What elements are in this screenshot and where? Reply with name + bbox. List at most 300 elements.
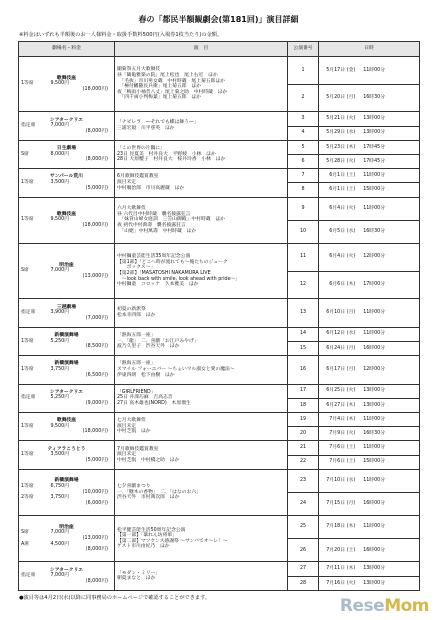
performance-day: (月) xyxy=(346,95,356,101)
performance-day: (木) xyxy=(346,524,356,530)
performance-day: (月) xyxy=(346,366,356,372)
performance-day: (木) xyxy=(346,282,356,288)
price-line xyxy=(21,180,112,191)
regular-price: (10,000円) xyxy=(82,489,108,495)
performance-datetime xyxy=(319,516,420,539)
performance-datetime xyxy=(319,539,420,562)
performance-date: 7月15日 xyxy=(326,501,345,507)
performance-datetime xyxy=(319,441,420,455)
program-line: 「四千両小判梅葉」尾上菊五郎 ほか xyxy=(117,95,201,101)
seat-tier: 指定席 xyxy=(21,123,36,129)
performance-day: (火) xyxy=(346,430,356,436)
performance-day: (土) xyxy=(346,459,356,465)
program-line: 7月歌舞伎鑑賞教室 xyxy=(117,446,159,452)
performance-date: 6月5日 xyxy=(329,229,345,235)
performance-date: 6月12日 xyxy=(326,331,345,337)
program-line: スマイル フォーエバー ～ちょいワル淑女と愛の魔法～ xyxy=(117,366,235,372)
header-number: 公演番号 xyxy=(288,42,319,57)
program-line: 中村獅童 コロッケ 久本雅美 ほか xyxy=(117,282,199,288)
performance-number: 16 xyxy=(288,356,319,384)
seat-price: 8,000円 xyxy=(50,151,69,157)
performance-date: 6月10日 xyxy=(326,310,345,316)
table-row xyxy=(19,469,420,492)
program-cell xyxy=(115,327,288,355)
price-line xyxy=(21,573,112,584)
performance-day: (水) xyxy=(346,130,356,136)
performance-number: 15 xyxy=(288,341,319,355)
performance-date: 6月17日 xyxy=(326,366,345,372)
program-line: 演目未定 xyxy=(117,423,137,429)
seat-price: 7,000円 xyxy=(50,573,69,579)
venue-name: 明治座 xyxy=(59,524,74,530)
program-line: 六月大歌舞伎 xyxy=(117,206,146,212)
performance-date: 7月6日 xyxy=(329,459,345,465)
performance-number: 17 xyxy=(288,384,319,398)
performance-datetime xyxy=(319,356,420,384)
program-line: 「ナビレラ ―それでも蝶は舞う―」 xyxy=(117,120,199,126)
venue-cell xyxy=(19,140,115,168)
table-row xyxy=(19,384,420,398)
performance-time: 11時00分 xyxy=(363,524,385,530)
table-row xyxy=(19,112,420,126)
program-line: 【第2部】「MASATOSHI NAKAMURA LIVE xyxy=(117,271,211,277)
performance-time: 17時45分 xyxy=(363,144,385,150)
seat-price: 3,900円 xyxy=(50,310,69,316)
program-line: 初夏の新派祭 xyxy=(117,307,146,313)
performance-day: (木) xyxy=(346,416,356,422)
performance-datetime xyxy=(319,398,420,412)
performance-time: 12時00分 xyxy=(363,366,385,372)
regular-price: (18,000円) xyxy=(82,429,108,435)
program-cell xyxy=(115,57,288,112)
program-cell xyxy=(115,441,288,469)
performance-number: 24 xyxy=(288,492,319,515)
program-line: 中村鴈治郎 市川高麗蔵 ほか xyxy=(117,185,185,191)
performance-day: (木) xyxy=(346,566,356,572)
program-line: 【第1部】「どこへ時が流れても～俺たちのジューク xyxy=(117,259,228,265)
table-row xyxy=(19,327,420,341)
regular-price: (8,000円) xyxy=(85,579,108,585)
venue-name: 新橋演舞場 xyxy=(54,332,79,338)
performance-date: 7月11日 xyxy=(326,566,345,572)
program-line: 23日 昆夏美 村井良大 平野綾 小林 ほか xyxy=(117,151,216,157)
venue-name: 歌舞伎座 xyxy=(56,75,77,81)
performance-date: 7月10日 xyxy=(326,478,345,484)
performance-day: (木) xyxy=(346,402,356,408)
performance-number: 2 xyxy=(288,84,319,112)
header-program: 演 目 xyxy=(115,42,288,57)
table-row xyxy=(19,356,420,384)
performance-datetime xyxy=(319,576,420,590)
performance-number: 25 xyxy=(288,516,319,539)
performance-day: (土) xyxy=(346,172,356,178)
performance-day: (土) xyxy=(346,445,356,451)
performance-datetime xyxy=(319,492,420,515)
price-line xyxy=(21,530,112,541)
seat-price: 9,500円 xyxy=(50,81,69,87)
performance-number: 7 xyxy=(288,169,319,183)
program-cell xyxy=(115,112,288,140)
regular-price: (18,000円) xyxy=(82,223,108,229)
performance-time: 13時00分 xyxy=(363,130,385,136)
program-line: 松本幸四郎 ほか xyxy=(117,312,156,318)
performance-date: 6月1日 xyxy=(329,187,345,193)
price-line xyxy=(21,495,112,506)
performance-datetime xyxy=(319,327,420,341)
document-title: 春の「都民半額観劇会(第181回)」演目詳細 xyxy=(138,15,299,24)
performance-date: 7月9日 xyxy=(329,430,345,436)
seat-price: 3,500円 xyxy=(50,452,69,458)
performance-time: 17時00分 xyxy=(363,282,385,288)
regular-price: (6,000円) xyxy=(85,500,108,506)
regular-price: (8,500円) xyxy=(85,344,108,350)
program-line: 七夕喜劇まつり xyxy=(117,484,151,490)
venue-cell xyxy=(19,412,115,440)
performance-number: 8 xyxy=(288,183,319,197)
performance-date: 5月28日 xyxy=(326,158,345,164)
price-line xyxy=(21,152,112,163)
venue-cell xyxy=(19,327,115,355)
program-line: 25日 井澤巧麻 吉高志音 xyxy=(117,395,173,401)
program-line: 中村芝翫 ほか xyxy=(117,429,151,435)
performance-time: 12時00分 xyxy=(363,254,385,260)
seat-tier: S席 xyxy=(21,530,29,536)
program-line: 渋谷天外 市村萬次郎 ほか xyxy=(117,495,180,501)
performance-number: 11 xyxy=(288,243,319,271)
venue-name: シアタークリエ xyxy=(49,117,84,123)
program-line: 「熱海五郎一座」 xyxy=(117,332,156,338)
performance-time: 13時00分 xyxy=(363,580,385,586)
seat-price: 7,000円 xyxy=(50,123,69,129)
performance-date: 5月21日 xyxy=(326,116,345,122)
performance-date: 6月1日 xyxy=(329,172,345,178)
regular-price: (18,000円) xyxy=(82,86,108,92)
performance-time: 11時00分 xyxy=(363,445,385,451)
performance-datetime xyxy=(319,341,420,355)
venue-name: 歌舞伎座 xyxy=(56,418,77,424)
seat-price: 3,750円 xyxy=(50,495,69,501)
price-line xyxy=(21,310,112,321)
performance-datetime xyxy=(319,427,420,441)
performance-day: (木) xyxy=(346,144,356,150)
program-line: 一、「糖木の香物」 二、「はなのお六」 xyxy=(117,489,201,495)
performance-datetime xyxy=(319,140,420,154)
performance-date: 6月6日 xyxy=(329,282,345,288)
performance-number: 20 xyxy=(288,427,319,441)
performance-datetime xyxy=(319,84,420,112)
performance-number: 14 xyxy=(288,327,319,341)
performance-date: 7月20日 xyxy=(326,547,345,553)
performance-day: (金) xyxy=(346,67,356,73)
program-line: 中村芝翫 中村橋之助 ほか xyxy=(117,457,180,463)
venue-cell xyxy=(19,441,115,469)
performance-number: 6 xyxy=(288,154,319,168)
performance-time: 15時00分 xyxy=(363,187,385,193)
performance-day: (火) xyxy=(346,254,356,260)
venue-cell xyxy=(19,112,115,140)
performance-date: 5月29日 xyxy=(326,130,345,136)
performance-date: 7月6日 xyxy=(329,445,345,451)
price-line xyxy=(21,484,112,495)
performance-datetime xyxy=(319,271,420,299)
price-line xyxy=(21,268,112,279)
performance-time: 11時00分 xyxy=(363,205,385,211)
seat-tier: 1等席 xyxy=(21,366,34,372)
seat-tier: 2等席 xyxy=(21,495,34,501)
program-cell xyxy=(115,169,288,197)
venue-name: 明治座 xyxy=(59,262,74,268)
program-line: 松平健芸能生活50周年記念公演 xyxy=(117,527,186,533)
venue-cell xyxy=(19,384,115,412)
performance-time: 11時00分 xyxy=(363,172,385,178)
program-line: 27日 高木雄也(NORD) 木原瑠生 xyxy=(117,401,191,407)
performance-date: 6月4日 xyxy=(329,254,345,260)
performance-date: 5月23日 xyxy=(326,144,345,150)
header-row xyxy=(19,42,420,57)
regular-price: (5,000円) xyxy=(85,457,108,463)
table-row xyxy=(19,299,420,327)
performance-number: 22 xyxy=(288,455,319,469)
performance-datetime xyxy=(319,412,420,426)
performance-number: 21 xyxy=(288,441,319,455)
performance-time: 11時00分 xyxy=(363,331,385,337)
program-line: 「この世界の片隅に」 xyxy=(117,146,165,152)
regular-price: (5,000円) xyxy=(85,185,108,191)
performance-time: 13時00分 xyxy=(363,388,385,394)
seat-price: 5,250円 xyxy=(50,338,69,344)
seat-price: 5,250円 xyxy=(50,395,69,401)
performance-day: (水) xyxy=(346,229,356,235)
venue-cell xyxy=(19,57,115,112)
performance-day: (水) xyxy=(346,478,356,484)
performance-day: (土) xyxy=(346,547,356,553)
regular-price: (13,000円) xyxy=(82,535,108,541)
seat-tier: 指定席 xyxy=(21,395,36,401)
seat-tier: 1等席 xyxy=(21,338,34,344)
performance-time: 16時30分 xyxy=(363,229,385,235)
regular-price: (6,500円) xyxy=(85,372,108,378)
performance-number: 18 xyxy=(288,398,319,412)
program-line: 七月大歌舞伎 xyxy=(117,418,146,424)
program-cell xyxy=(115,140,288,168)
seat-price: 4,500円 xyxy=(50,541,69,547)
performance-number: 19 xyxy=(288,412,319,426)
seat-price: 6,750円 xyxy=(50,484,69,490)
table-row xyxy=(19,516,420,539)
venue-cell xyxy=(19,243,115,298)
program-line: 昼「鶴亀雅楽の院」尾上松也 尾上右近 ほか xyxy=(117,72,218,78)
performance-number: 9 xyxy=(288,197,319,220)
performance-time: 16時00分 xyxy=(363,547,385,553)
performance-number: 27 xyxy=(288,562,319,576)
venue-cell xyxy=(19,516,115,562)
program-line: ～look back with smile, look ahead with pride～」 xyxy=(117,276,241,282)
regular-price: (8,000円) xyxy=(85,128,108,134)
program-cell xyxy=(115,562,288,591)
program-line: 演目未定 xyxy=(117,180,137,186)
price-line xyxy=(21,217,112,228)
program-line: 三浦宏規 川平慈英 ほか xyxy=(117,126,175,131)
performance-date: 5月17日 xyxy=(326,67,345,73)
price-line xyxy=(21,424,112,435)
performance-time: 16時30分 xyxy=(363,95,385,101)
seat-tier: 1等席 xyxy=(21,452,34,458)
performance-number: 1 xyxy=(288,57,319,85)
price-line xyxy=(21,367,112,378)
regular-price: (8,000円) xyxy=(85,547,108,553)
program-line: 一、「龍」 二、喜劇「お江戸みやげ」 xyxy=(117,338,199,344)
schedule-table xyxy=(18,41,420,591)
regular-price: (8,000円) xyxy=(85,157,108,163)
performance-date: 7月18日 xyxy=(326,524,345,530)
venue-name: 新橋演舞場 xyxy=(54,361,79,367)
program-line: 「熱海五郎一座」 xyxy=(117,361,156,367)
header-venue: 劇場名・料金 xyxy=(19,42,115,57)
regular-price: (9,000円) xyxy=(85,401,108,407)
regular-price: (7,000円) xyxy=(85,315,108,321)
venue-cell xyxy=(19,299,115,327)
program-cell xyxy=(115,243,288,298)
program-line: 團菊祭五月大歌舞伎 xyxy=(117,67,161,73)
performance-time: 11時00分 xyxy=(363,67,385,73)
price-line xyxy=(21,452,112,463)
performance-time: 13時00分 xyxy=(363,116,385,122)
footer-note: ●演目等は4月2日(水)以降に同事務局のホームページで確認することができます。 xyxy=(19,595,211,601)
venue-cell xyxy=(19,469,115,515)
program-line: 伊東四朗 松下由樹 ほか xyxy=(117,372,175,378)
performance-datetime xyxy=(319,112,420,126)
venue-name: ティアラこうとう xyxy=(47,446,86,452)
performance-datetime xyxy=(319,154,420,168)
performance-number: 3 xyxy=(288,112,319,126)
resemom-logo: ReseMom xyxy=(339,596,429,616)
performance-datetime xyxy=(319,469,420,492)
performance-day: (火) xyxy=(346,158,356,164)
performance-date: 6月24日 xyxy=(326,345,345,351)
program-cell xyxy=(115,384,288,412)
seat-price: 9,500円 xyxy=(50,217,69,223)
performance-date: 6月25日 xyxy=(326,388,345,394)
seat-tier: 1等席 xyxy=(21,217,34,223)
performance-date: 6月27日 xyxy=(326,402,345,408)
venue-name: 新橋演舞場 xyxy=(54,478,79,484)
performance-date: 7月4日 xyxy=(329,416,345,422)
table-row xyxy=(19,562,420,576)
venue-cell xyxy=(19,562,115,591)
price-line xyxy=(21,395,112,406)
seat-tier: 1等席 xyxy=(21,180,34,186)
performance-datetime xyxy=(319,243,420,271)
program-line: 6月歌舞伎鑑賞教室 xyxy=(117,174,159,180)
performance-datetime xyxy=(319,384,420,398)
performance-time: 16時00分 xyxy=(363,501,385,507)
table-row xyxy=(19,243,420,271)
program-cell xyxy=(115,356,288,384)
performance-time: 13時00分 xyxy=(363,402,385,408)
seat-price: 7,000円 xyxy=(50,530,69,536)
performance-day: (月) xyxy=(346,501,356,507)
performance-day: (火) xyxy=(346,116,356,122)
program-line: ゲスト市川由紀乃 ほか xyxy=(117,544,170,550)
program-line: 波乃久里子 渋谷天外 ほか xyxy=(117,344,180,350)
seat-price: 9,500円 xyxy=(50,423,69,429)
venue-name: シアタークリエ xyxy=(49,567,84,573)
table-row xyxy=(19,140,420,154)
seat-price: 7,000円 xyxy=(50,268,69,274)
seat-tier: S席 xyxy=(21,151,29,157)
table-row xyxy=(19,169,420,183)
price-line xyxy=(21,542,112,553)
program-line: 28日 大原櫻子 村井良大 桜井玲香 小林 ほか xyxy=(117,157,226,163)
program-cell xyxy=(115,469,288,515)
schedule-body xyxy=(19,57,420,591)
price-line xyxy=(21,339,112,350)
venue-cell xyxy=(19,197,115,243)
program-line: ボックス～」 xyxy=(117,265,156,271)
venue-cell xyxy=(19,356,115,384)
program-line: 「妹背山婦女庭訓 三笠山御殿」中村時蔵 ほか xyxy=(117,217,225,223)
performance-date: 6月4日 xyxy=(329,205,345,211)
performance-date: 7月16日 xyxy=(326,580,345,586)
program-cell xyxy=(115,412,288,440)
performance-datetime xyxy=(319,169,420,183)
seat-price: 3,750円 xyxy=(50,366,69,372)
performance-day: (月) xyxy=(346,310,356,316)
program-line: 「モダン・ミリー」 xyxy=(117,570,161,576)
performance-datetime xyxy=(319,57,420,85)
performance-number: 23 xyxy=(288,469,319,492)
performance-datetime xyxy=(319,299,420,327)
program-line: 【第二部】マツケンス感謝祭 ～サンバでオ～レ！～ xyxy=(117,538,228,544)
program-cell xyxy=(115,516,288,562)
performance-day: (火) xyxy=(346,205,356,211)
program-line: 「山姥」中村萬壽 中村時蔵 ほか xyxy=(117,228,197,234)
performance-datetime xyxy=(319,126,420,140)
seat-tier: 指定席 xyxy=(21,573,36,579)
venue-name: 三越劇場 xyxy=(56,304,77,310)
program-line: 夜「梅雨小袖昔八丈」尾上菊之助 中村時蔵 ほか xyxy=(117,89,228,95)
performance-day: (水) xyxy=(346,331,356,337)
venue-cell xyxy=(19,169,115,197)
header-date: 日時 xyxy=(319,42,420,57)
performance-datetime xyxy=(319,455,420,469)
performance-datetime xyxy=(319,220,420,243)
table-row xyxy=(19,441,420,455)
performance-day: (火) xyxy=(346,580,356,586)
program-line: 演目未定 xyxy=(117,452,137,458)
price-note: ※料金はいずれも半額後のお一人様料金・取扱手数料500円(入場券1枚当たり)の金額。 xyxy=(19,32,223,38)
performance-time: 11時00分 xyxy=(363,416,385,422)
performance-day: (火) xyxy=(346,388,356,394)
venue-name: サンパール荒川 xyxy=(50,174,83,180)
performance-number: 28 xyxy=(288,576,319,590)
seat-tier: 1等席 xyxy=(21,81,34,87)
performance-time: 16時30分 xyxy=(363,430,385,436)
program-line: 昼 六代目中村時蔵 襲名披露狂言 xyxy=(117,211,191,217)
performance-time: 11時00分 xyxy=(363,310,385,316)
program-cell xyxy=(115,299,288,327)
program-line: 夜 初代中村萬壽 襲名披露狂言 xyxy=(117,223,186,229)
seat-tier: S席 xyxy=(21,268,29,274)
seat-tier: 1等席 xyxy=(21,484,34,490)
performance-day: (土) xyxy=(346,187,356,193)
performance-number: 5 xyxy=(288,140,319,154)
table-row xyxy=(19,197,420,220)
program-line: 【第一部】「暴れん坊将軍」 xyxy=(117,533,177,539)
program-line: 「極付幡随長兵衛」尾上菊五郎 ほか xyxy=(117,84,201,90)
performance-datetime xyxy=(319,183,420,197)
performance-time: 11時00分 xyxy=(363,478,385,484)
